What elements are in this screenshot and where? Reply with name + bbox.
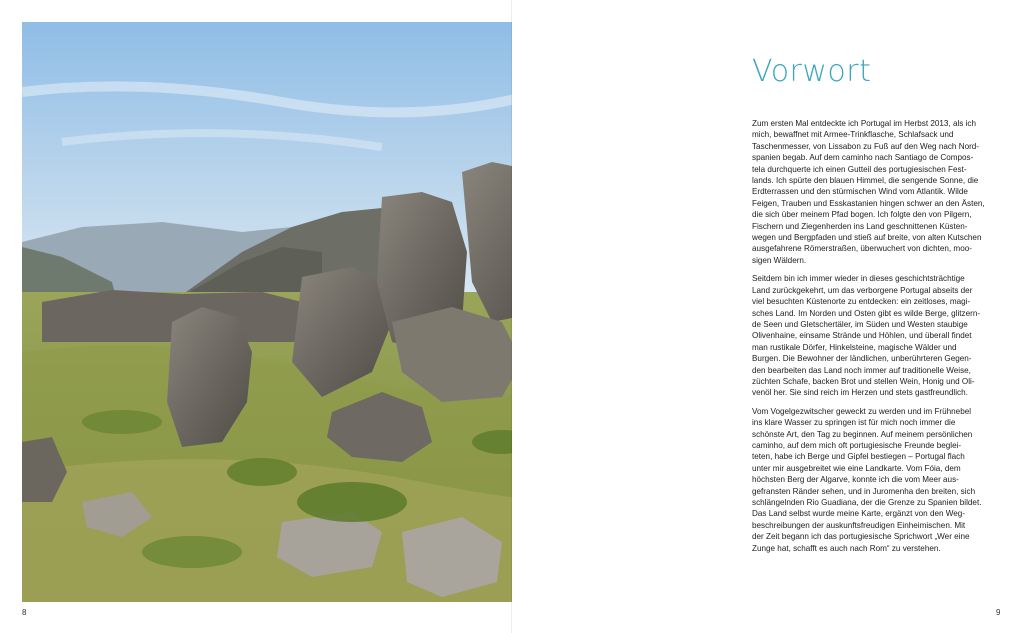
text-line: Burgen. Die Bewohner der ländlichen, unberührteren Gegen- — [752, 354, 972, 364]
text-line: sches Land. Im Norden und Osten gibt es wilde Berge, glitzern- — [752, 308, 981, 318]
left-page-number: 8 — [22, 608, 27, 617]
text-line: teten, habe ich Berge und Gipfel bestiegen – Portugal flach — [752, 452, 965, 462]
text-line: Olivenhaine, einsame Strände und Höhlen, und überall findet — [752, 331, 972, 341]
body-text — [752, 118, 1004, 561]
text-line: der Zeit begann ich das portugiesische Sprichwort „Wer eine — [752, 532, 970, 542]
text-line: Feigen, Trauben und Esskastanien hingen schwer an den Ästen, — [752, 198, 985, 208]
text-line: lands. Ich spürte den blauen Himmel, die sengende Sonne, die — [752, 176, 979, 186]
text-line: Fischern und Ziegenherden ins Land geschnittenen Küsten- — [752, 221, 968, 231]
text-line: de Seen und Gletschertäler, im Süden und Westen staubige — [752, 319, 968, 329]
paragraph — [752, 273, 1004, 398]
text-line: man rustikale Dörfer, Hinkelsteine, magische Wälder und — [752, 342, 957, 352]
text-line: spanien begab. Auf dem caminho nach Santiago de Compos- — [752, 153, 974, 163]
text-line: den bearbeiten das Land noch immer auf traditionelle Weise, — [752, 365, 971, 375]
text-line: schlängelnden Rio Guadiana, der die Grenze zu Spanien bildet. — [752, 498, 982, 507]
paragraph — [752, 118, 1004, 266]
text-line: Taschenmesser, von Lissabon zu Fuß auf den Weg nach Nord- — [752, 141, 980, 151]
text-line: beschreibungen der auskunftsfreudigen Einheimischen. Mit — [752, 520, 966, 530]
text-line: die sich über meinem Pfad bogen. Ich folgte den von Pilgern, — [752, 210, 972, 220]
text-line: wegen und Bergpfaden und stieß auf breite, von alten Kutschen — [752, 233, 982, 243]
text-line: Land zurückgekehrt, um das verborgene Portugal abseits der — [752, 285, 973, 295]
text-line: tela durchquerte ich einen Gutteil des portugiesischen Fest- — [752, 164, 967, 174]
text-line: venöl her. Sie sind reich im Herzen und stets gastfreundlich. — [752, 388, 968, 398]
text-line: höchsten Berg der Algarve, konnte ich die vom Meer aus- — [752, 475, 959, 485]
text-line: gefransten Ränder sehen, und in Juromenha den breiten, sich — [752, 486, 976, 496]
text-line: caminho, auf dem mich oft portugiesische Freunde beglei- — [752, 440, 962, 450]
text-line: viel besuchten Küstenorte zu entdecken: ein zeitloses, magi- — [752, 297, 971, 307]
text-line: schönste Art, den Tag zu beginnen. Auf meinem persönlichen — [752, 429, 973, 439]
text-line: Zum ersten Mal entdeckte ich Portugal im Herbst 2013, als ich — [752, 119, 976, 128]
text-line: sigen Wäldern. — [752, 255, 807, 265]
paragraph — [752, 406, 1004, 554]
text-line: ausgefahrene Römerstraßen, überwuchert von dichten, moo- — [752, 244, 972, 254]
text-line: Seitdem bin ich immer wieder in dieses geschichtsträchtige — [752, 274, 965, 284]
text-line: Das Land selbst wurde meine Karte, ergänzt von den Weg- — [752, 509, 966, 519]
text-line: züchten Schafe, backen Brot und stellen Wein, Honig und Oli- — [752, 376, 975, 386]
text-line: mich, bewaffnet mit Armee-Trinkflasche, Schlafsack und — [752, 130, 954, 140]
right-page-number: 9 — [996, 608, 1001, 617]
text-line: Zunge hat, schafft es auch nach Rom“ zu verstehen. — [752, 543, 941, 553]
text-line: ins klare Wasser zu springen ist für mich noch immer die — [752, 418, 956, 428]
text-line: Vom Vogelgezwitscher geweckt zu werden und im Frühnebel — [752, 406, 972, 416]
chapter-title: Vorwort — [752, 54, 872, 89]
text-line: unter mir ausgebreitet wie eine Landkarte. Vom Fóia, dem — [752, 463, 961, 473]
text-line: Erdterrassen und den stürmischen Wind vom Atlantik. Wilde — [752, 187, 968, 197]
